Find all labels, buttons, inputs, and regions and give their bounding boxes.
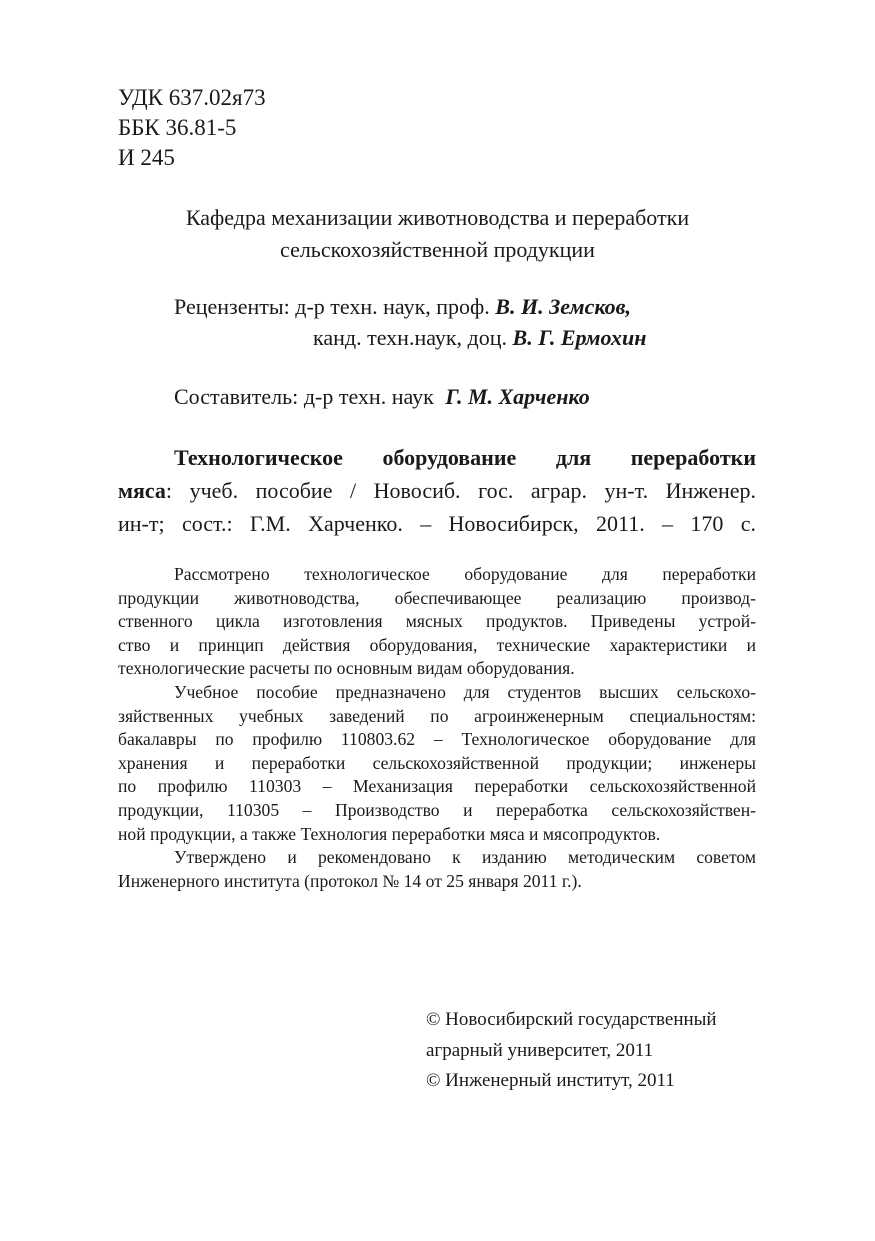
udk-code: УДК 637.02я73 — [118, 85, 266, 110]
biblio-title-line-1: Технологическое оборудование для переработки — [174, 445, 756, 470]
biblio-line-2 — [118, 474, 756, 507]
bibliographic-description — [118, 441, 756, 540]
abstract-line: зяйственных учебных заведений по агроинженерным специальностям: — [118, 705, 756, 726]
biblio-line-2-rest: : учеб. пособие / Новосиб. гос. аграр. ун-т. Инженер. — [165, 478, 756, 503]
department-line-2: сельскохозяйственной продукции — [280, 237, 595, 262]
abstract-line: продукции, 110305 – Производство и переработка сельскохозяйствен- — [118, 799, 756, 820]
abstract-line: Рассмотрено технологическое оборудование для переработки — [174, 564, 756, 584]
reviewers-label: Рецензенты: — [174, 294, 296, 319]
reviewer-1-title: д-р техн. наук, проф. — [295, 294, 496, 319]
copyright-block — [426, 1005, 717, 1097]
abstract-line: Учебное пособие предназначено для студентов высших сельскохо- — [174, 681, 756, 702]
biblio-title-end: мяса — [118, 478, 166, 503]
copyright-line-3: © Инженерный институт, 2011 — [426, 1070, 675, 1091]
abstract-line: ство и принцип действия оборудования, технические характеристики и — [118, 634, 756, 655]
bbk-code: ББК 36.81-5 — [118, 115, 237, 140]
author-mark: И 245 — [118, 145, 175, 170]
abstract-line: бакалавры по профилю 110803.62 – Технологическое оборудование для — [118, 729, 756, 750]
abstract-line: по профилю 110303 – Механизация переработки сельскохозяйственной — [118, 776, 756, 797]
copyright-line-2: аграрный университет, 2011 — [426, 1039, 654, 1061]
abstract-line: продукции животноводства, обеспечивающее реализацию производ- — [118, 587, 756, 608]
abstract-line: технологические расчеты по основным видам оборудования. — [118, 658, 575, 679]
compiler-line — [174, 382, 590, 412]
abstract-line: ной продукции, а также Технология переработки мяса и мясопродуктов. — [118, 823, 661, 844]
biblio-line-3: ин-т; сост.: Г.М. Харченко. – Новосибирск, 2011. – 170 с. — [118, 511, 756, 536]
department-block — [100, 202, 775, 266]
compiler-label: Составитель: — [174, 384, 304, 409]
classification-block — [118, 83, 266, 173]
abstract-line: хранения и переработки сельскохозяйственной продукции; инженеры — [118, 752, 756, 773]
compiler-name: Г. М. Харченко — [445, 384, 590, 409]
copyright-line-1: © Новосибирский государственный — [426, 1009, 717, 1030]
reviewer-line-2 — [313, 323, 647, 353]
reviewer-1-name: В. И. Земсков, — [495, 294, 631, 319]
reviewer-2-title: канд. техн.наук, доц. — [313, 325, 513, 350]
reviewer-line-1 — [174, 292, 631, 322]
department-line-1: Кафедра механизации животноводства и переработки — [185, 205, 690, 230]
abstract-line: Утверждено и рекомендовано к изданию методическим советом — [174, 847, 756, 868]
compiler-title: д-р техн. наук — [303, 384, 440, 409]
reviewer-2-name: В. Г. Ермохин — [512, 325, 647, 350]
abstract-line: Инженерного института (протокол № 14 от 25 января 2011 г.). — [118, 870, 582, 891]
abstract — [118, 563, 756, 893]
abstract-line: ственного цикла изготовления мясных продуктов. Приведены устрой- — [118, 611, 756, 632]
